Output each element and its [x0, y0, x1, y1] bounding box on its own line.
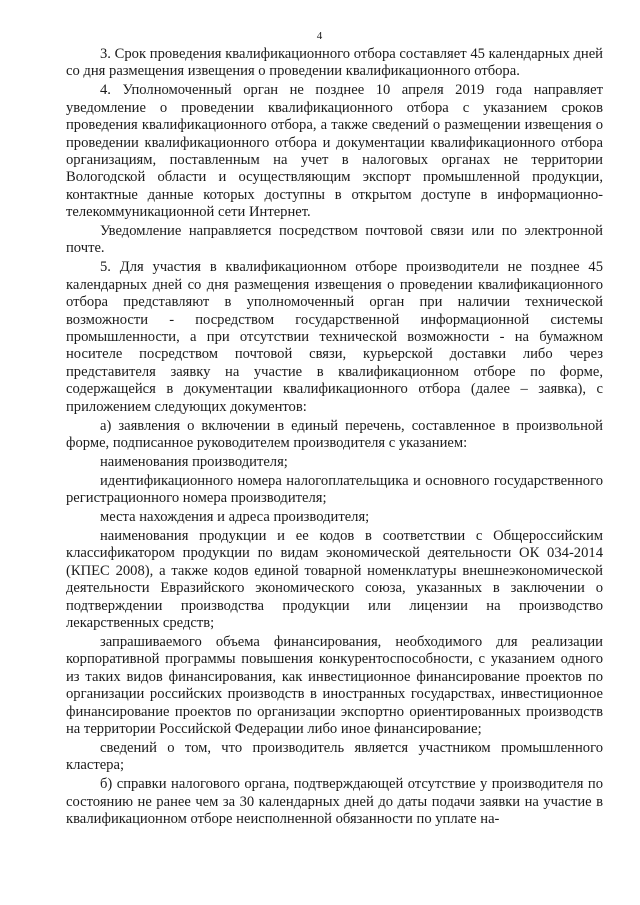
paragraph-subitem-b-tax-certificate: б) справки налогового органа, подтверждающей отсутствие у производителя по состоянию не ранее чем за 30 календарных дней до даты подачи заявки на участие в квалификационном отборе неисполненной обязанности по уплате на- [66, 776, 603, 827]
paragraph-item-5-participation: 5. Для участия в квалификационном отборе производители не позднее 45 календарных дней со дня размещения извещения о проведении квалификационного отбора представляют в уполномоченный орган при наличии технической возможности - посредством государственной информационной системы промышленности, а при отсутствии технической возможности - на бумажном носителе посредством почтовой связи, курьерской доставки либо через представителя заявку на участие в квалификационном отборе по форме, содержащейся в документации квалификационного отбора (далее – заявка), с приложением следующих документов: [66, 259, 603, 415]
paragraph-product-codes: наименования продукции и ее кодов в соответствии с Общероссийским классификатором продукции по видам экономической деятельности ОК 034-2014 (КПЕС 2008), а также кодов единой товарной номенклатуры внешнеэкономической деятельности Евразийского экономического союза, указанных в заключении о подтверждении производства продукции или лицензии на производство лекарственных средств; [66, 527, 603, 631]
paragraph-financing-volume: запрашиваемого объема финансирования, необходимого для реализации корпоративной программы повышения конкурентоспособности, с указанием одного из таких видов финансирования, как инвестиционное финансирование проектов по организации российских производств в иностранных государствах, инвестиционное финансирование проектов по организации экспортно ориентированных производств на территории Российской Федерации либо иное финансирование; [66, 633, 603, 737]
paragraph-address: места нахождения и адреса производителя; [100, 509, 370, 526]
paragraph-producer-name: наименования производителя; [100, 453, 288, 470]
paragraph-item-3-term: 3. Срок проведения квалификационного отбора составляет 45 календарных дней со дня размещения извещения о проведении квалификационного отбора. [66, 46, 603, 80]
paragraph-tax-ids: идентификационного номера налогоплательщика и основного государственного регистрационного номера производителя; [66, 472, 603, 507]
document-body [66, 46, 603, 828]
paragraph-notification-delivery: Уведомление направляется посредством почтовой связи или по электронной почте. [66, 223, 603, 257]
paragraph-cluster-member: сведений о том, что производитель является участником промышленного кластера; [66, 739, 603, 774]
paragraph-subitem-a-application: а) заявления о включении в единый перечень, составленное в произвольной форме, подписанное руководителем производителя с указанием: [66, 417, 603, 451]
page-number: 4 [316, 30, 323, 42]
paragraph-item-4-notification: 4. Уполномоченный орган не позднее 10 апреля 2019 года направляет уведомление о проведении квалификационного отбора с указанием сроков проведения квалификационного отбора, а также сведений о размещении извещения о проведении квалификационного отбора и документации квалификационного отбора организациям, поставленным на учет в налоговых органах не территории Вологодской области и осуществляющим экспорт промышленной продукции, контактные данные которых доступны в открытом доступе в информационно-телекоммуникационной сети Интернет. [66, 82, 603, 221]
